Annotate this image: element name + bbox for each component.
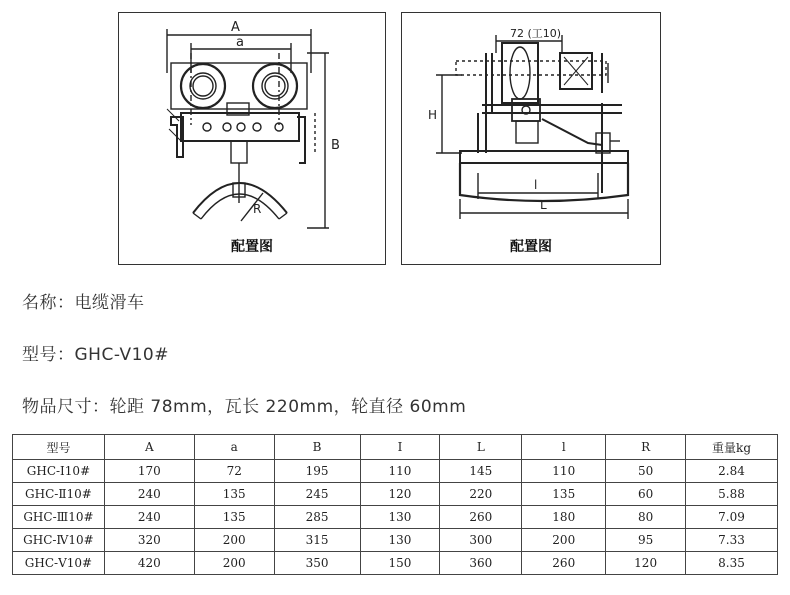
cell-A: 240 [104,506,194,529]
table-row [13,552,778,575]
cell-weight: 7.09 [686,506,778,529]
right-diagram-caption: 配置图 [510,239,552,255]
cell-weight: 7.33 [686,529,778,552]
cell-l: 110 [522,460,606,483]
cell-I: 130 [360,529,440,552]
dim-label-72: 72 (工10) [510,27,562,40]
header-L: L [440,435,522,460]
left-diagram-caption: 配置图 [231,239,273,255]
cell-A: 420 [104,552,194,575]
right-diagram-panel [401,12,661,265]
cell-R: 80 [606,506,686,529]
table-row [13,529,778,552]
cell-weight: 8.35 [686,552,778,575]
cell-a: 200 [194,552,274,575]
spec-table [12,434,778,575]
cell-a: 72 [194,460,274,483]
dim-label-l: l [534,178,538,192]
header-a: a [194,435,274,460]
cell-I: 150 [360,552,440,575]
cell-weight: 5.88 [686,483,778,506]
dim-label-A: A [231,20,240,35]
dim-label-L: L [540,198,547,212]
cell-B: 350 [274,552,360,575]
header-A: A [104,435,194,460]
cell-L: 220 [440,483,522,506]
cell-R: 50 [606,460,686,483]
cell-model: GHC-Ⅳ10# [13,529,105,552]
product-model: 型号：GHC-V10# [22,345,169,365]
cell-R: 95 [606,529,686,552]
table-row [13,506,778,529]
cell-model: GHC-Ⅲ10# [13,506,105,529]
right-trolley-drawing [402,13,662,266]
table-row [13,460,778,483]
cell-l: 180 [522,506,606,529]
cell-l: 260 [522,552,606,575]
header-l: l [522,435,606,460]
cell-I: 120 [360,483,440,506]
table-header-row [13,435,778,460]
cell-model: GHC-Ⅰ10# [13,460,105,483]
cell-l: 135 [522,483,606,506]
cell-a: 135 [194,483,274,506]
header-R: R [606,435,686,460]
dim-label-B: B [331,138,340,153]
header-weight: 重量kg [686,435,778,460]
cell-B: 245 [274,483,360,506]
dim-label-R: R [253,202,262,216]
cell-L: 300 [440,529,522,552]
cell-L: 260 [440,506,522,529]
cell-a: 200 [194,529,274,552]
dim-label-a: a [236,35,244,50]
cell-B: 285 [274,506,360,529]
product-name: 名称：电缆滑车 [22,293,145,313]
cell-weight: 2.84 [686,460,778,483]
cell-R: 120 [606,552,686,575]
cell-a: 135 [194,506,274,529]
cell-B: 315 [274,529,360,552]
left-trolley-drawing [119,13,387,266]
dim-label-H: H [428,108,438,122]
left-diagram-panel [118,12,386,265]
cell-L: 145 [440,460,522,483]
cell-model: GHC-Ⅴ10# [13,552,105,575]
header-B: B [274,435,360,460]
cell-A: 170 [104,460,194,483]
cell-B: 195 [274,460,360,483]
cell-model: GHC-Ⅱ10# [13,483,105,506]
header-model: 型号 [13,435,105,460]
header-I: I [360,435,440,460]
cell-I: 130 [360,506,440,529]
cell-L: 360 [440,552,522,575]
cell-A: 240 [104,483,194,506]
table-row [13,483,778,506]
cell-l: 200 [522,529,606,552]
product-size: 物品尺寸：轮距 78mm，瓦长 220mm，轮直径 60mm [22,397,467,417]
cell-R: 60 [606,483,686,506]
cell-I: 110 [360,460,440,483]
cell-A: 320 [104,529,194,552]
